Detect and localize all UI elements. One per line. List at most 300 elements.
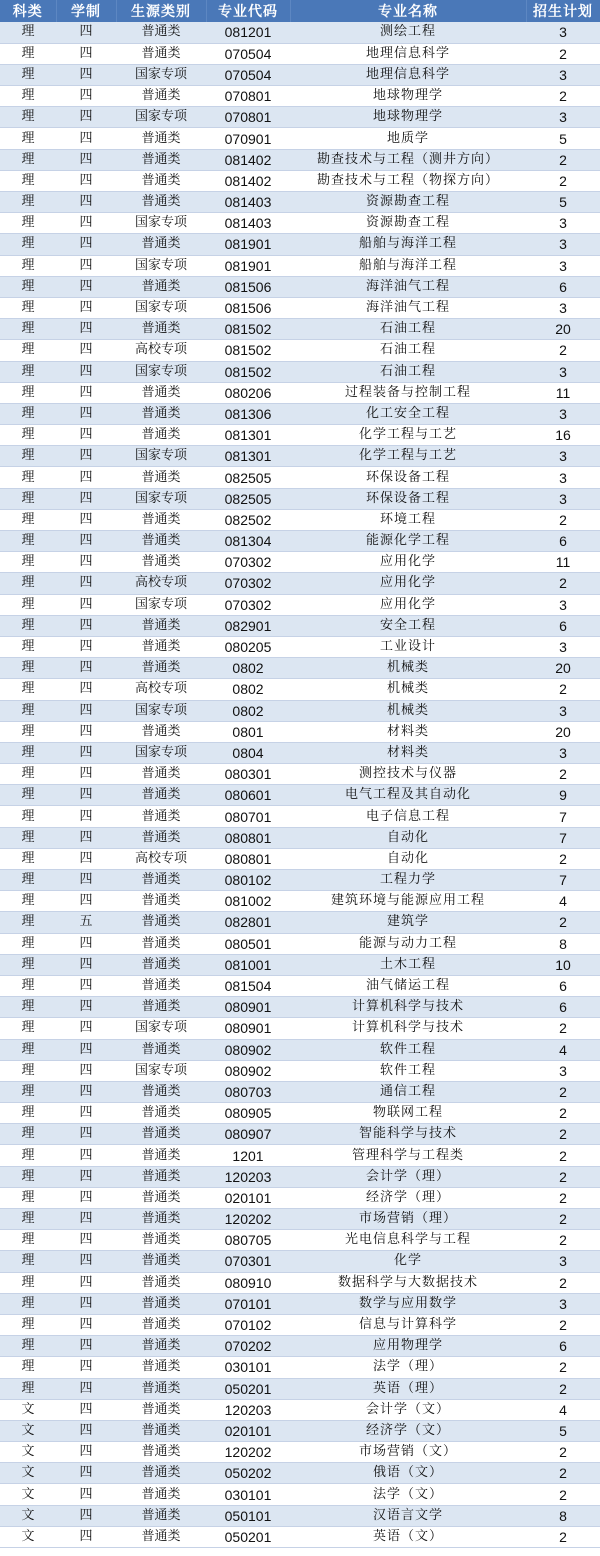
subject-category-cell: 理	[0, 403, 56, 424]
source-type-cell: 普通类	[116, 1124, 206, 1145]
subject-category-cell: 理	[0, 382, 56, 403]
plan-count-cell: 2	[526, 1526, 600, 1547]
major-code-cell: 050101	[206, 1505, 290, 1526]
major-code-cell: 0802	[206, 658, 290, 679]
major-code-cell: 080601	[206, 785, 290, 806]
duration-cell: 四	[56, 1018, 116, 1039]
major-code-cell: 080905	[206, 1103, 290, 1124]
table-row	[0, 848, 600, 869]
source-type-cell: 普通类	[116, 870, 206, 891]
duration-cell: 四	[56, 340, 116, 361]
duration-cell: 四	[56, 170, 116, 191]
subject-category-cell: 理	[0, 446, 56, 467]
table-row	[0, 22, 600, 43]
table-row	[0, 213, 600, 234]
duration-cell: 四	[56, 594, 116, 615]
table-row	[0, 446, 600, 467]
source-type-cell: 高校专项	[116, 848, 206, 869]
major-code-cell: 081301	[206, 446, 290, 467]
subject-category-cell: 理	[0, 86, 56, 107]
major-code-cell: 070102	[206, 1314, 290, 1335]
table-row	[0, 382, 600, 403]
source-type-cell: 国家专项	[116, 488, 206, 509]
subject-category-cell: 理	[0, 1314, 56, 1335]
plan-count-cell: 8	[526, 1505, 600, 1526]
subject-category-cell: 理	[0, 1209, 56, 1230]
major-code-cell: 080910	[206, 1272, 290, 1293]
major-name-cell: 材料类	[290, 721, 526, 742]
plan-count-cell: 3	[526, 403, 600, 424]
plan-count-cell: 3	[526, 636, 600, 657]
duration-cell: 四	[56, 1230, 116, 1251]
plan-count-cell: 8	[526, 933, 600, 954]
source-type-cell: 普通类	[116, 1526, 206, 1547]
major-code-cell: 070302	[206, 552, 290, 573]
plan-count-cell: 20	[526, 721, 600, 742]
source-type-cell: 国家专项	[116, 594, 206, 615]
duration-cell: 四	[56, 1484, 116, 1505]
subject-category-cell: 理	[0, 64, 56, 85]
major-code-cell: 081502	[206, 319, 290, 340]
duration-cell: 四	[56, 531, 116, 552]
subject-category-cell: 理	[0, 764, 56, 785]
plan-count-cell: 2	[526, 1357, 600, 1378]
subject-category-cell: 理	[0, 1272, 56, 1293]
subject-category-cell: 理	[0, 594, 56, 615]
major-code-cell: 050201	[206, 1526, 290, 1547]
source-type-cell: 普通类	[116, 1039, 206, 1060]
header-major-name: 专业名称	[290, 0, 526, 22]
plan-count-cell: 5	[526, 1420, 600, 1441]
duration-cell: 四	[56, 636, 116, 657]
source-type-cell: 普通类	[116, 1505, 206, 1526]
major-code-cell: 081506	[206, 297, 290, 318]
table-row	[0, 1018, 600, 1039]
source-type-cell: 普通类	[116, 43, 206, 64]
duration-cell: 四	[56, 1103, 116, 1124]
major-name-cell: 建筑学	[290, 912, 526, 933]
duration-cell: 四	[56, 488, 116, 509]
table-row	[0, 403, 600, 424]
table-row	[0, 1103, 600, 1124]
duration-cell: 四	[56, 361, 116, 382]
major-name-cell: 勘查技术与工程（测井方向）	[290, 149, 526, 170]
plan-count-cell: 2	[526, 1166, 600, 1187]
duration-cell: 四	[56, 149, 116, 170]
table-row	[0, 658, 600, 679]
plan-count-cell: 2	[526, 170, 600, 191]
subject-category-cell: 理	[0, 1357, 56, 1378]
plan-count-cell: 16	[526, 425, 600, 446]
table-row	[0, 1272, 600, 1293]
table-row	[0, 742, 600, 763]
duration-cell: 四	[56, 806, 116, 827]
table-row	[0, 552, 600, 573]
header-student-source-type: 生源类别	[116, 0, 206, 22]
subject-category-cell: 理	[0, 22, 56, 43]
subject-category-cell: 理	[0, 509, 56, 530]
plan-count-cell: 3	[526, 234, 600, 255]
plan-count-cell: 3	[526, 1293, 600, 1314]
table-row	[0, 234, 600, 255]
subject-category-cell: 理	[0, 848, 56, 869]
major-name-cell: 资源勘查工程	[290, 192, 526, 213]
subject-category-cell: 理	[0, 276, 56, 297]
plan-count-cell: 11	[526, 552, 600, 573]
duration-cell: 四	[56, 997, 116, 1018]
major-code-cell: 070302	[206, 594, 290, 615]
major-name-cell: 石油工程	[290, 361, 526, 382]
major-name-cell: 数学与应用数学	[290, 1293, 526, 1314]
major-name-cell: 化学工程与工艺	[290, 446, 526, 467]
table-row	[0, 1039, 600, 1060]
source-type-cell: 普通类	[116, 1081, 206, 1102]
plan-count-cell: 3	[526, 594, 600, 615]
subject-category-cell: 理	[0, 213, 56, 234]
major-name-cell: 自动化	[290, 827, 526, 848]
duration-cell: 四	[56, 615, 116, 636]
table-row	[0, 1187, 600, 1208]
source-type-cell: 高校专项	[116, 679, 206, 700]
source-type-cell: 普通类	[116, 764, 206, 785]
major-code-cell: 080902	[206, 1039, 290, 1060]
major-code-cell: 081502	[206, 361, 290, 382]
duration-cell: 四	[56, 1420, 116, 1441]
plan-count-cell: 3	[526, 255, 600, 276]
header-duration: 学制	[56, 0, 116, 22]
duration-cell: 四	[56, 297, 116, 318]
source-type-cell: 普通类	[116, 1272, 206, 1293]
plan-count-cell: 5	[526, 192, 600, 213]
source-type-cell: 高校专项	[116, 340, 206, 361]
table-row	[0, 1357, 600, 1378]
major-code-cell: 070302	[206, 573, 290, 594]
source-type-cell: 国家专项	[116, 361, 206, 382]
header-row	[0, 0, 600, 22]
major-code-cell: 081402	[206, 170, 290, 191]
source-type-cell: 普通类	[116, 1145, 206, 1166]
source-type-cell: 普通类	[116, 1230, 206, 1251]
duration-cell: 四	[56, 234, 116, 255]
duration-cell: 四	[56, 1336, 116, 1357]
table-row	[0, 425, 600, 446]
source-type-cell: 普通类	[116, 933, 206, 954]
major-code-cell: 070202	[206, 1336, 290, 1357]
major-code-cell: 081901	[206, 255, 290, 276]
table-row	[0, 975, 600, 996]
major-code-cell: 081001	[206, 954, 290, 975]
table-row	[0, 954, 600, 975]
table-row	[0, 1526, 600, 1547]
subject-category-cell: 理	[0, 912, 56, 933]
duration-cell: 四	[56, 1463, 116, 1484]
major-code-cell: 081504	[206, 975, 290, 996]
source-type-cell: 普通类	[116, 997, 206, 1018]
major-name-cell: 法学（理）	[290, 1357, 526, 1378]
major-code-cell: 081901	[206, 234, 290, 255]
duration-cell: 四	[56, 1124, 116, 1145]
table-row	[0, 488, 600, 509]
major-name-cell: 软件工程	[290, 1039, 526, 1060]
major-name-cell: 英语（文）	[290, 1526, 526, 1547]
duration-cell: 四	[56, 128, 116, 149]
duration-cell: 四	[56, 679, 116, 700]
source-type-cell: 普通类	[116, 1484, 206, 1505]
major-code-cell: 070504	[206, 64, 290, 85]
subject-category-cell: 理	[0, 636, 56, 657]
table-row	[0, 636, 600, 657]
subject-category-cell: 理	[0, 1081, 56, 1102]
duration-cell: 四	[56, 403, 116, 424]
subject-category-cell: 理	[0, 1251, 56, 1272]
duration-cell: 五	[56, 912, 116, 933]
duration-cell: 四	[56, 742, 116, 763]
major-name-cell: 土木工程	[290, 954, 526, 975]
major-code-cell: 082505	[206, 488, 290, 509]
plan-count-cell: 2	[526, 149, 600, 170]
subject-category-cell: 理	[0, 870, 56, 891]
major-code-cell: 0802	[206, 700, 290, 721]
table-header	[0, 0, 600, 22]
source-type-cell: 普通类	[116, 192, 206, 213]
source-type-cell: 普通类	[116, 615, 206, 636]
major-name-cell: 环保设备工程	[290, 488, 526, 509]
subject-category-cell: 理	[0, 997, 56, 1018]
major-code-cell: 080701	[206, 806, 290, 827]
major-code-cell: 070801	[206, 107, 290, 128]
duration-cell: 四	[56, 467, 116, 488]
subject-category-cell: 理	[0, 806, 56, 827]
plan-count-cell: 3	[526, 1060, 600, 1081]
major-code-cell: 120202	[206, 1209, 290, 1230]
table-row	[0, 933, 600, 954]
major-name-cell: 机械类	[290, 658, 526, 679]
subject-category-cell: 文	[0, 1505, 56, 1526]
subject-category-cell: 理	[0, 1230, 56, 1251]
major-name-cell: 船舶与海洋工程	[290, 255, 526, 276]
source-type-cell: 普通类	[116, 1336, 206, 1357]
duration-cell: 四	[56, 64, 116, 85]
major-code-cell: 080902	[206, 1060, 290, 1081]
table-row	[0, 594, 600, 615]
subject-category-cell: 理	[0, 1187, 56, 1208]
major-name-cell: 应用化学	[290, 552, 526, 573]
major-name-cell: 经济学（文）	[290, 1420, 526, 1441]
source-type-cell: 普通类	[116, 382, 206, 403]
major-code-cell: 020101	[206, 1187, 290, 1208]
duration-cell: 四	[56, 975, 116, 996]
source-type-cell: 普通类	[116, 806, 206, 827]
table-row	[0, 1293, 600, 1314]
duration-cell: 四	[56, 658, 116, 679]
subject-category-cell: 理	[0, 488, 56, 509]
major-name-cell: 建筑环境与能源应用工程	[290, 891, 526, 912]
source-type-cell: 普通类	[116, 149, 206, 170]
plan-count-cell: 2	[526, 86, 600, 107]
duration-cell: 四	[56, 1251, 116, 1272]
source-type-cell: 普通类	[116, 552, 206, 573]
major-name-cell: 自动化	[290, 848, 526, 869]
subject-category-cell: 理	[0, 128, 56, 149]
major-code-cell: 0801	[206, 721, 290, 742]
plan-count-cell: 2	[526, 1442, 600, 1463]
source-type-cell: 普通类	[116, 912, 206, 933]
table-row	[0, 361, 600, 382]
source-type-cell: 普通类	[116, 1314, 206, 1335]
major-name-cell: 会计学（文）	[290, 1399, 526, 1420]
major-code-cell: 120202	[206, 1442, 290, 1463]
duration-cell: 四	[56, 22, 116, 43]
major-code-cell: 0804	[206, 742, 290, 763]
major-code-cell: 080705	[206, 1230, 290, 1251]
plan-count-cell: 20	[526, 658, 600, 679]
major-code-cell: 081301	[206, 425, 290, 446]
plan-count-cell: 2	[526, 912, 600, 933]
header-subject-category: 科类	[0, 0, 56, 22]
major-name-cell: 材料类	[290, 742, 526, 763]
subject-category-cell: 理	[0, 1060, 56, 1081]
major-name-cell: 化学	[290, 1251, 526, 1272]
source-type-cell: 国家专项	[116, 742, 206, 763]
plan-count-cell: 3	[526, 22, 600, 43]
major-name-cell: 电气工程及其自动化	[290, 785, 526, 806]
major-code-cell: 081502	[206, 340, 290, 361]
major-code-cell: 020101	[206, 1420, 290, 1441]
duration-cell: 四	[56, 1505, 116, 1526]
plan-count-cell: 7	[526, 870, 600, 891]
table-row	[0, 870, 600, 891]
major-code-cell: 120203	[206, 1166, 290, 1187]
table-row	[0, 573, 600, 594]
major-code-cell: 030101	[206, 1484, 290, 1505]
major-name-cell: 光电信息科学与工程	[290, 1230, 526, 1251]
source-type-cell: 普通类	[116, 1209, 206, 1230]
plan-count-cell: 2	[526, 43, 600, 64]
source-type-cell: 普通类	[116, 170, 206, 191]
duration-cell: 四	[56, 319, 116, 340]
major-code-cell: 082801	[206, 912, 290, 933]
duration-cell: 四	[56, 1378, 116, 1399]
source-type-cell: 普通类	[116, 954, 206, 975]
plan-count-cell: 2	[526, 1209, 600, 1230]
major-name-cell: 工业设计	[290, 636, 526, 657]
table-row	[0, 531, 600, 552]
table-row	[0, 721, 600, 742]
source-type-cell: 普通类	[116, 891, 206, 912]
duration-cell: 四	[56, 552, 116, 573]
source-type-cell: 普通类	[116, 319, 206, 340]
duration-cell: 四	[56, 1357, 116, 1378]
major-code-cell: 081304	[206, 531, 290, 552]
table-row	[0, 1230, 600, 1251]
duration-cell: 四	[56, 1314, 116, 1335]
major-code-cell: 070504	[206, 43, 290, 64]
major-code-cell: 070901	[206, 128, 290, 149]
source-type-cell: 普通类	[116, 721, 206, 742]
subject-category-cell: 理	[0, 658, 56, 679]
major-code-cell: 081201	[206, 22, 290, 43]
table-row	[0, 319, 600, 340]
table-row	[0, 1399, 600, 1420]
major-name-cell: 能源与动力工程	[290, 933, 526, 954]
plan-count-cell: 6	[526, 531, 600, 552]
table-row	[0, 1209, 600, 1230]
major-code-cell: 1201	[206, 1145, 290, 1166]
source-type-cell: 国家专项	[116, 297, 206, 318]
plan-count-cell: 11	[526, 382, 600, 403]
source-type-cell: 普通类	[116, 86, 206, 107]
subject-category-cell: 理	[0, 1293, 56, 1314]
subject-category-cell: 理	[0, 933, 56, 954]
source-type-cell: 国家专项	[116, 1018, 206, 1039]
major-name-cell: 计算机科学与技术	[290, 997, 526, 1018]
major-name-cell: 地球物理学	[290, 86, 526, 107]
duration-cell: 四	[56, 382, 116, 403]
source-type-cell: 普通类	[116, 403, 206, 424]
table-row	[0, 192, 600, 213]
major-name-cell: 海洋油气工程	[290, 276, 526, 297]
plan-count-cell: 3	[526, 742, 600, 763]
plan-count-cell: 2	[526, 1314, 600, 1335]
duration-cell: 四	[56, 933, 116, 954]
duration-cell: 四	[56, 891, 116, 912]
subject-category-cell: 文	[0, 1526, 56, 1547]
major-code-cell: 050201	[206, 1378, 290, 1399]
source-type-cell: 国家专项	[116, 700, 206, 721]
plan-count-cell: 2	[526, 1463, 600, 1484]
table-row	[0, 276, 600, 297]
major-name-cell: 安全工程	[290, 615, 526, 636]
major-name-cell: 油气储运工程	[290, 975, 526, 996]
source-type-cell: 普通类	[116, 827, 206, 848]
plan-count-cell: 5	[526, 128, 600, 149]
table-row	[0, 615, 600, 636]
table-row	[0, 1336, 600, 1357]
table-row	[0, 785, 600, 806]
major-name-cell: 市场营销（文）	[290, 1442, 526, 1463]
plan-count-cell: 7	[526, 806, 600, 827]
major-name-cell: 地质学	[290, 128, 526, 149]
table-row	[0, 64, 600, 85]
major-code-cell: 080501	[206, 933, 290, 954]
subject-category-cell: 理	[0, 891, 56, 912]
major-code-cell: 080703	[206, 1081, 290, 1102]
source-type-cell: 国家专项	[116, 64, 206, 85]
major-name-cell: 智能科学与技术	[290, 1124, 526, 1145]
duration-cell: 四	[56, 848, 116, 869]
source-type-cell: 普通类	[116, 1251, 206, 1272]
subject-category-cell: 理	[0, 552, 56, 573]
major-name-cell: 资源勘查工程	[290, 213, 526, 234]
major-code-cell: 080301	[206, 764, 290, 785]
subject-category-cell: 理	[0, 255, 56, 276]
plan-count-cell: 4	[526, 1399, 600, 1420]
major-code-cell: 081306	[206, 403, 290, 424]
duration-cell: 四	[56, 43, 116, 64]
plan-count-cell: 4	[526, 891, 600, 912]
table-row	[0, 1314, 600, 1335]
subject-category-cell: 文	[0, 1399, 56, 1420]
major-name-cell: 经济学（理）	[290, 1187, 526, 1208]
source-type-cell: 普通类	[116, 1442, 206, 1463]
subject-category-cell: 理	[0, 1378, 56, 1399]
major-name-cell: 勘查技术与工程（物探方向）	[290, 170, 526, 191]
source-type-cell: 普通类	[116, 1187, 206, 1208]
major-code-cell: 050202	[206, 1463, 290, 1484]
duration-cell: 四	[56, 870, 116, 891]
subject-category-cell: 理	[0, 1039, 56, 1060]
duration-cell: 四	[56, 1081, 116, 1102]
